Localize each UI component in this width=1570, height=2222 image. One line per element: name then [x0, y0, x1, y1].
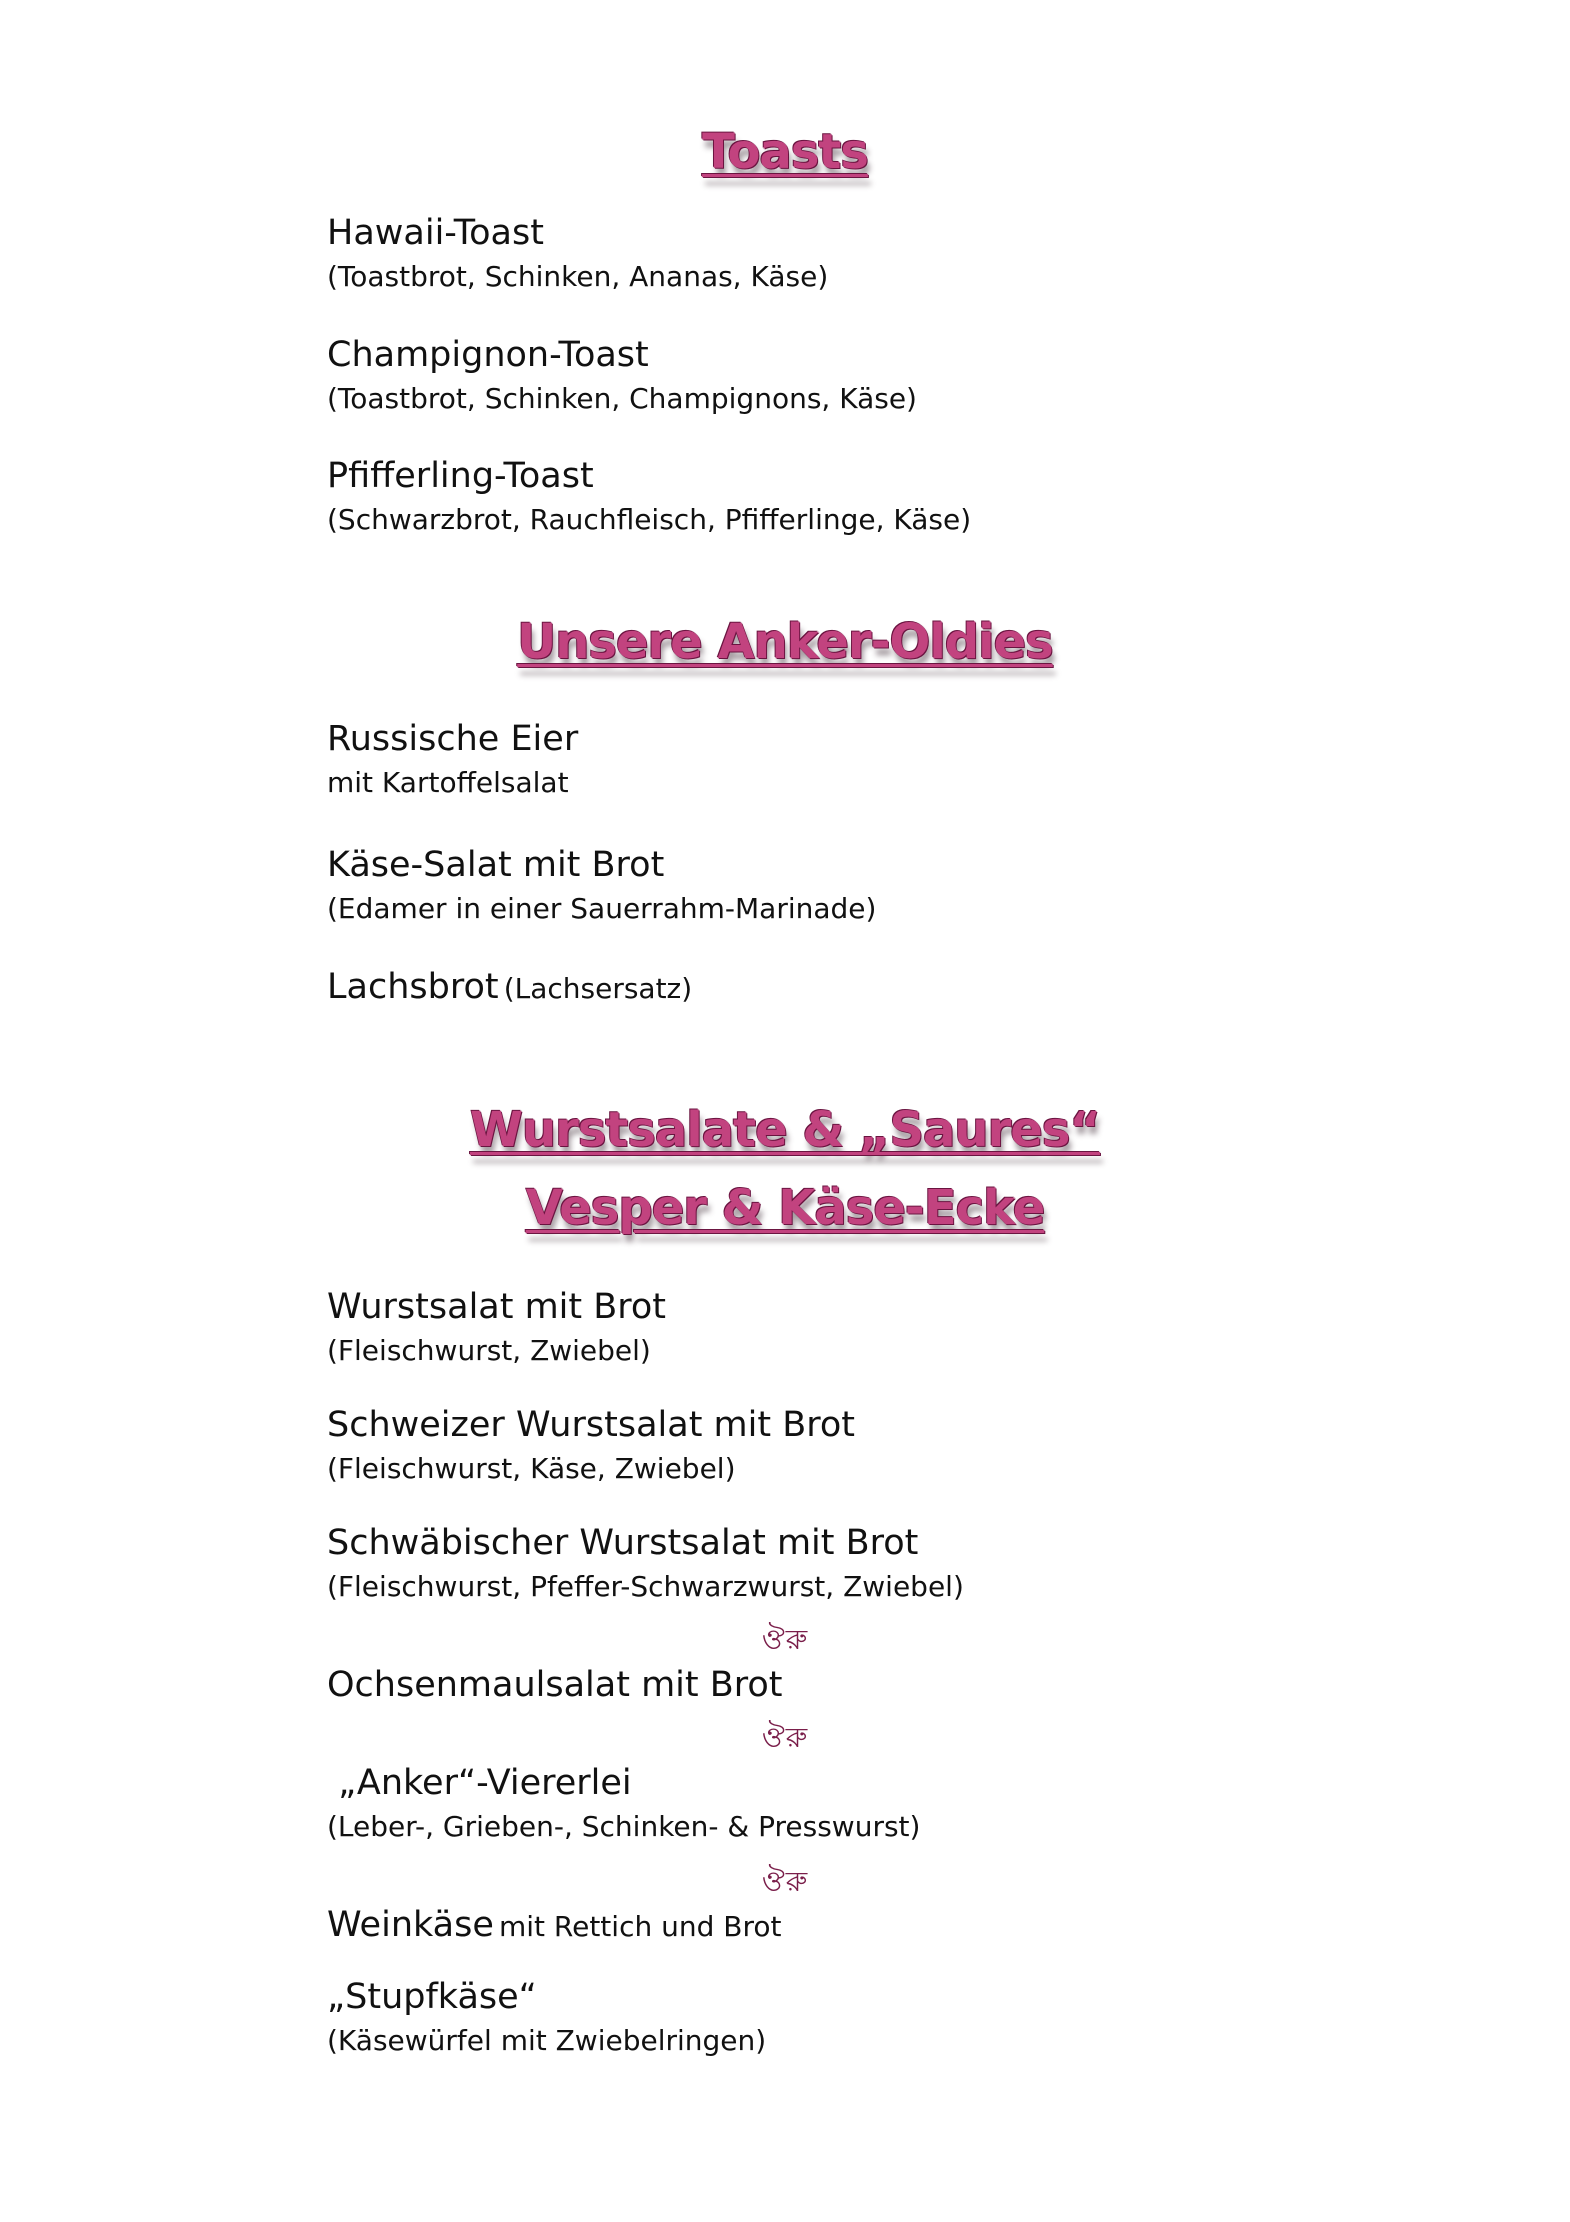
item-description: (Toastbrot, Schinken, Champignons, Käse) — [327, 382, 917, 415]
menu-item-stupfkaese — [327, 1977, 767, 2057]
item-description: (Toastbrot, Schinken, Ananas, Käse) — [327, 260, 829, 293]
menu-item-schweizer-wurstsalat — [327, 1405, 855, 1485]
item-title: Wurstsalat mit Brot — [327, 1287, 667, 1327]
section-heading-wurstsalate: Wurstsalate & „Saures“ — [470, 1102, 1100, 1158]
menu-item-champignon-toast — [327, 335, 917, 415]
item-description: mit Rettich und Brot — [498, 1910, 782, 1943]
item-description: (Fleischwurst, Zwiebel) — [327, 1334, 651, 1367]
section-heading-vesper: Vesper & Käse-Ecke — [525, 1180, 1045, 1236]
item-title: Russische Eier — [327, 719, 579, 759]
item-description: (Edamer in einer Sauerrahm-Marinade) — [327, 892, 877, 925]
menu-item-weinkaese — [327, 1905, 782, 1945]
menu-item-russische-eier — [327, 719, 579, 799]
menu-item-anker-viererlei — [327, 1763, 921, 1843]
section-heading-toasts: Toasts — [702, 124, 868, 180]
ornament-divider: ঔরু — [761, 1721, 809, 1754]
item-description: (Fleischwurst, Käse, Zwiebel) — [327, 1452, 736, 1485]
item-title: „Anker“-Viererlei — [327, 1763, 632, 1803]
menu-item-kaese-salat — [327, 845, 877, 925]
item-title: Schwäbischer Wurstsalat mit Brot — [327, 1523, 919, 1563]
item-description: (Schwarzbrot, Rauchfleisch, Pfifferlinge, Käse) — [327, 503, 972, 536]
item-description: (Leber-, Grieben-, Schinken- & Presswurst) — [327, 1810, 921, 1843]
item-title: Schweizer Wurstsalat mit Brot — [327, 1405, 855, 1445]
menu-item-hawaii-toast — [327, 213, 829, 293]
menu-item-ochsenmaulsalat — [327, 1665, 783, 1705]
item-description: (Lachsersatz) — [503, 972, 693, 1005]
menu-item-wurstsalat — [327, 1287, 667, 1367]
item-title: Ochsenmaulsalat mit Brot — [327, 1665, 783, 1705]
item-title: Hawaii-Toast — [327, 213, 544, 253]
item-title: Weinkäse — [327, 1905, 494, 1945]
item-title: Lachsbrot — [327, 967, 499, 1007]
item-description: (Fleischwurst, Pfeffer-Schwarzwurst, Zwiebel) — [327, 1570, 964, 1603]
item-description: mit Kartoffelsalat — [327, 766, 569, 799]
item-description: (Käsewürfel mit Zwiebelringen) — [327, 2024, 767, 2057]
item-title: Champignon-Toast — [327, 335, 649, 375]
menu-item-schwaebischer-wurstsalat — [327, 1523, 964, 1603]
menu-item-lachsbrot — [327, 967, 693, 1007]
item-title: „Stupfkäse“ — [327, 1977, 537, 2017]
section-heading-oldies: Unsere Anker-Oldies — [517, 614, 1053, 670]
item-title: Käse-Salat mit Brot — [327, 845, 665, 885]
item-title: Pfifferling-Toast — [327, 456, 594, 496]
ornament-divider: ঔরু — [761, 1865, 809, 1898]
menu-item-pfifferling-toast — [327, 456, 972, 536]
ornament-divider: ঔরু — [761, 1623, 809, 1656]
